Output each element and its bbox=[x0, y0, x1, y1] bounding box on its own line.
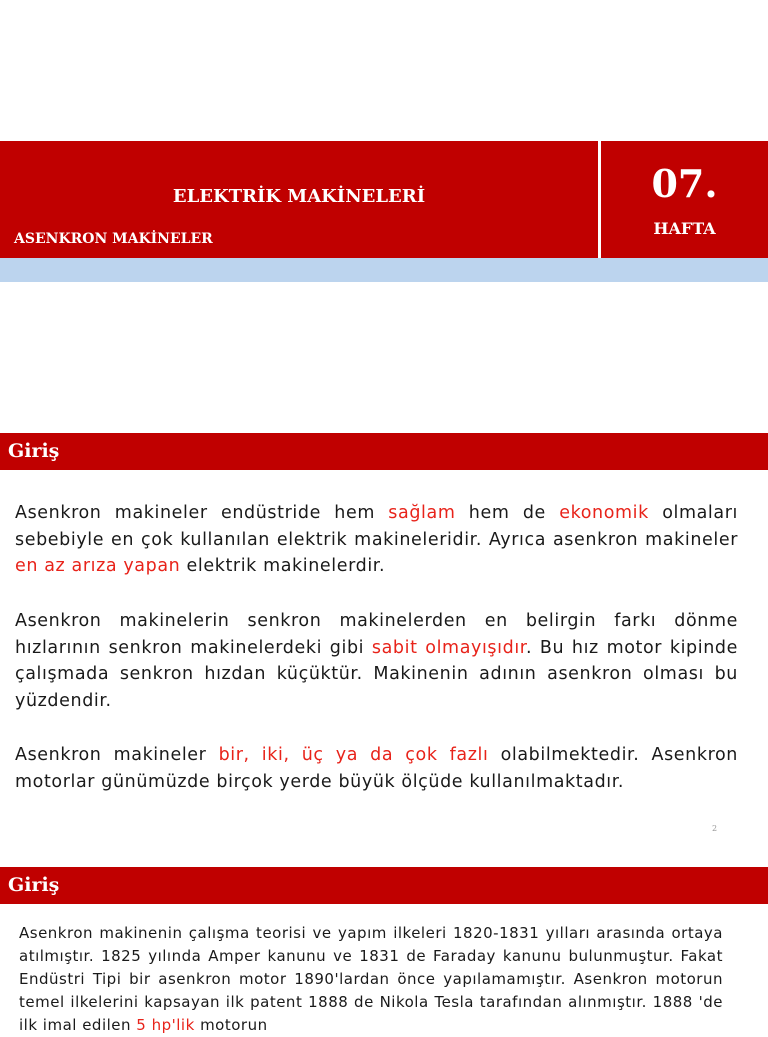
text-run: motorun bbox=[194, 1016, 268, 1034]
text-run: Asenkron makinelerin senkron makinelerden en belirgin farkı dönme hızlarının senkron makinelerdeki gibi bbox=[15, 611, 738, 658]
paragraph bbox=[15, 608, 738, 714]
highlight-text: sabit olmayışıdır bbox=[371, 637, 526, 658]
text-run: olabilmektedir. Asenkron motorlar günümüzde birçok yerde büyük ölçüde kullanılmaktadır. bbox=[15, 745, 738, 792]
text-run: olmaları sebebiyle en çok kullanılan elektrik makineleridir. Ayrıca asenkron makineler bbox=[15, 503, 738, 550]
section-header bbox=[0, 867, 768, 904]
paragraph bbox=[15, 500, 738, 580]
text-run: . Bu hız motor kipinde çalışmada senkron hızdan küçüktür. Makinenin adının asenkron olması bu yüzdendir. bbox=[15, 637, 738, 711]
highlight-text: bir, iki, üç ya da çok fazlı bbox=[218, 745, 489, 765]
text-run: elektrik makinelerdir. bbox=[180, 556, 386, 576]
week-label: HAFTA bbox=[653, 219, 716, 238]
section-header bbox=[0, 433, 768, 470]
text-run: Asenkron makineler bbox=[15, 745, 219, 765]
course-title: ELEKTRİK MAKİNELERİ bbox=[172, 186, 426, 207]
text-run: Asenkron makinenin çalışma teorisi ve yapım ilkeleri 1820-1831 yılları arasında ortaya atılmıştır. 1825 yılında Amper kanunu ve 1831 de Faraday kanunu bulunmuştur. Fakat Endüstri Tipi bir asenkron motor 1890'lardan önce yapılamamıştır. Asenkron motorun temel ilkelerini kapsayan ilk patent 1888 de Nikola Tesla tarafından alınmıştır. 1888 'de ilk imal edilen bbox=[19, 924, 723, 1034]
highlight-text: 5 hp'lik bbox=[136, 1016, 195, 1034]
text-run: Asenkron makineler endüstride hem bbox=[15, 503, 389, 523]
page-number: 2 bbox=[712, 824, 718, 833]
text-run: hem de bbox=[455, 503, 560, 523]
section-title: Giriş bbox=[8, 874, 60, 896]
highlight-text: ekonomik bbox=[559, 503, 649, 523]
paragraph bbox=[15, 742, 738, 795]
section-title: Giriş bbox=[8, 440, 60, 462]
header-accent-strip bbox=[0, 258, 768, 282]
highlight-text: sağlam bbox=[388, 503, 456, 523]
paragraph bbox=[19, 922, 723, 1037]
course-subtitle: ASENKRON MAKİNELER bbox=[14, 231, 213, 247]
highlight-text: en az arıza yapan bbox=[15, 556, 181, 576]
week-number: 07. bbox=[651, 161, 718, 206]
